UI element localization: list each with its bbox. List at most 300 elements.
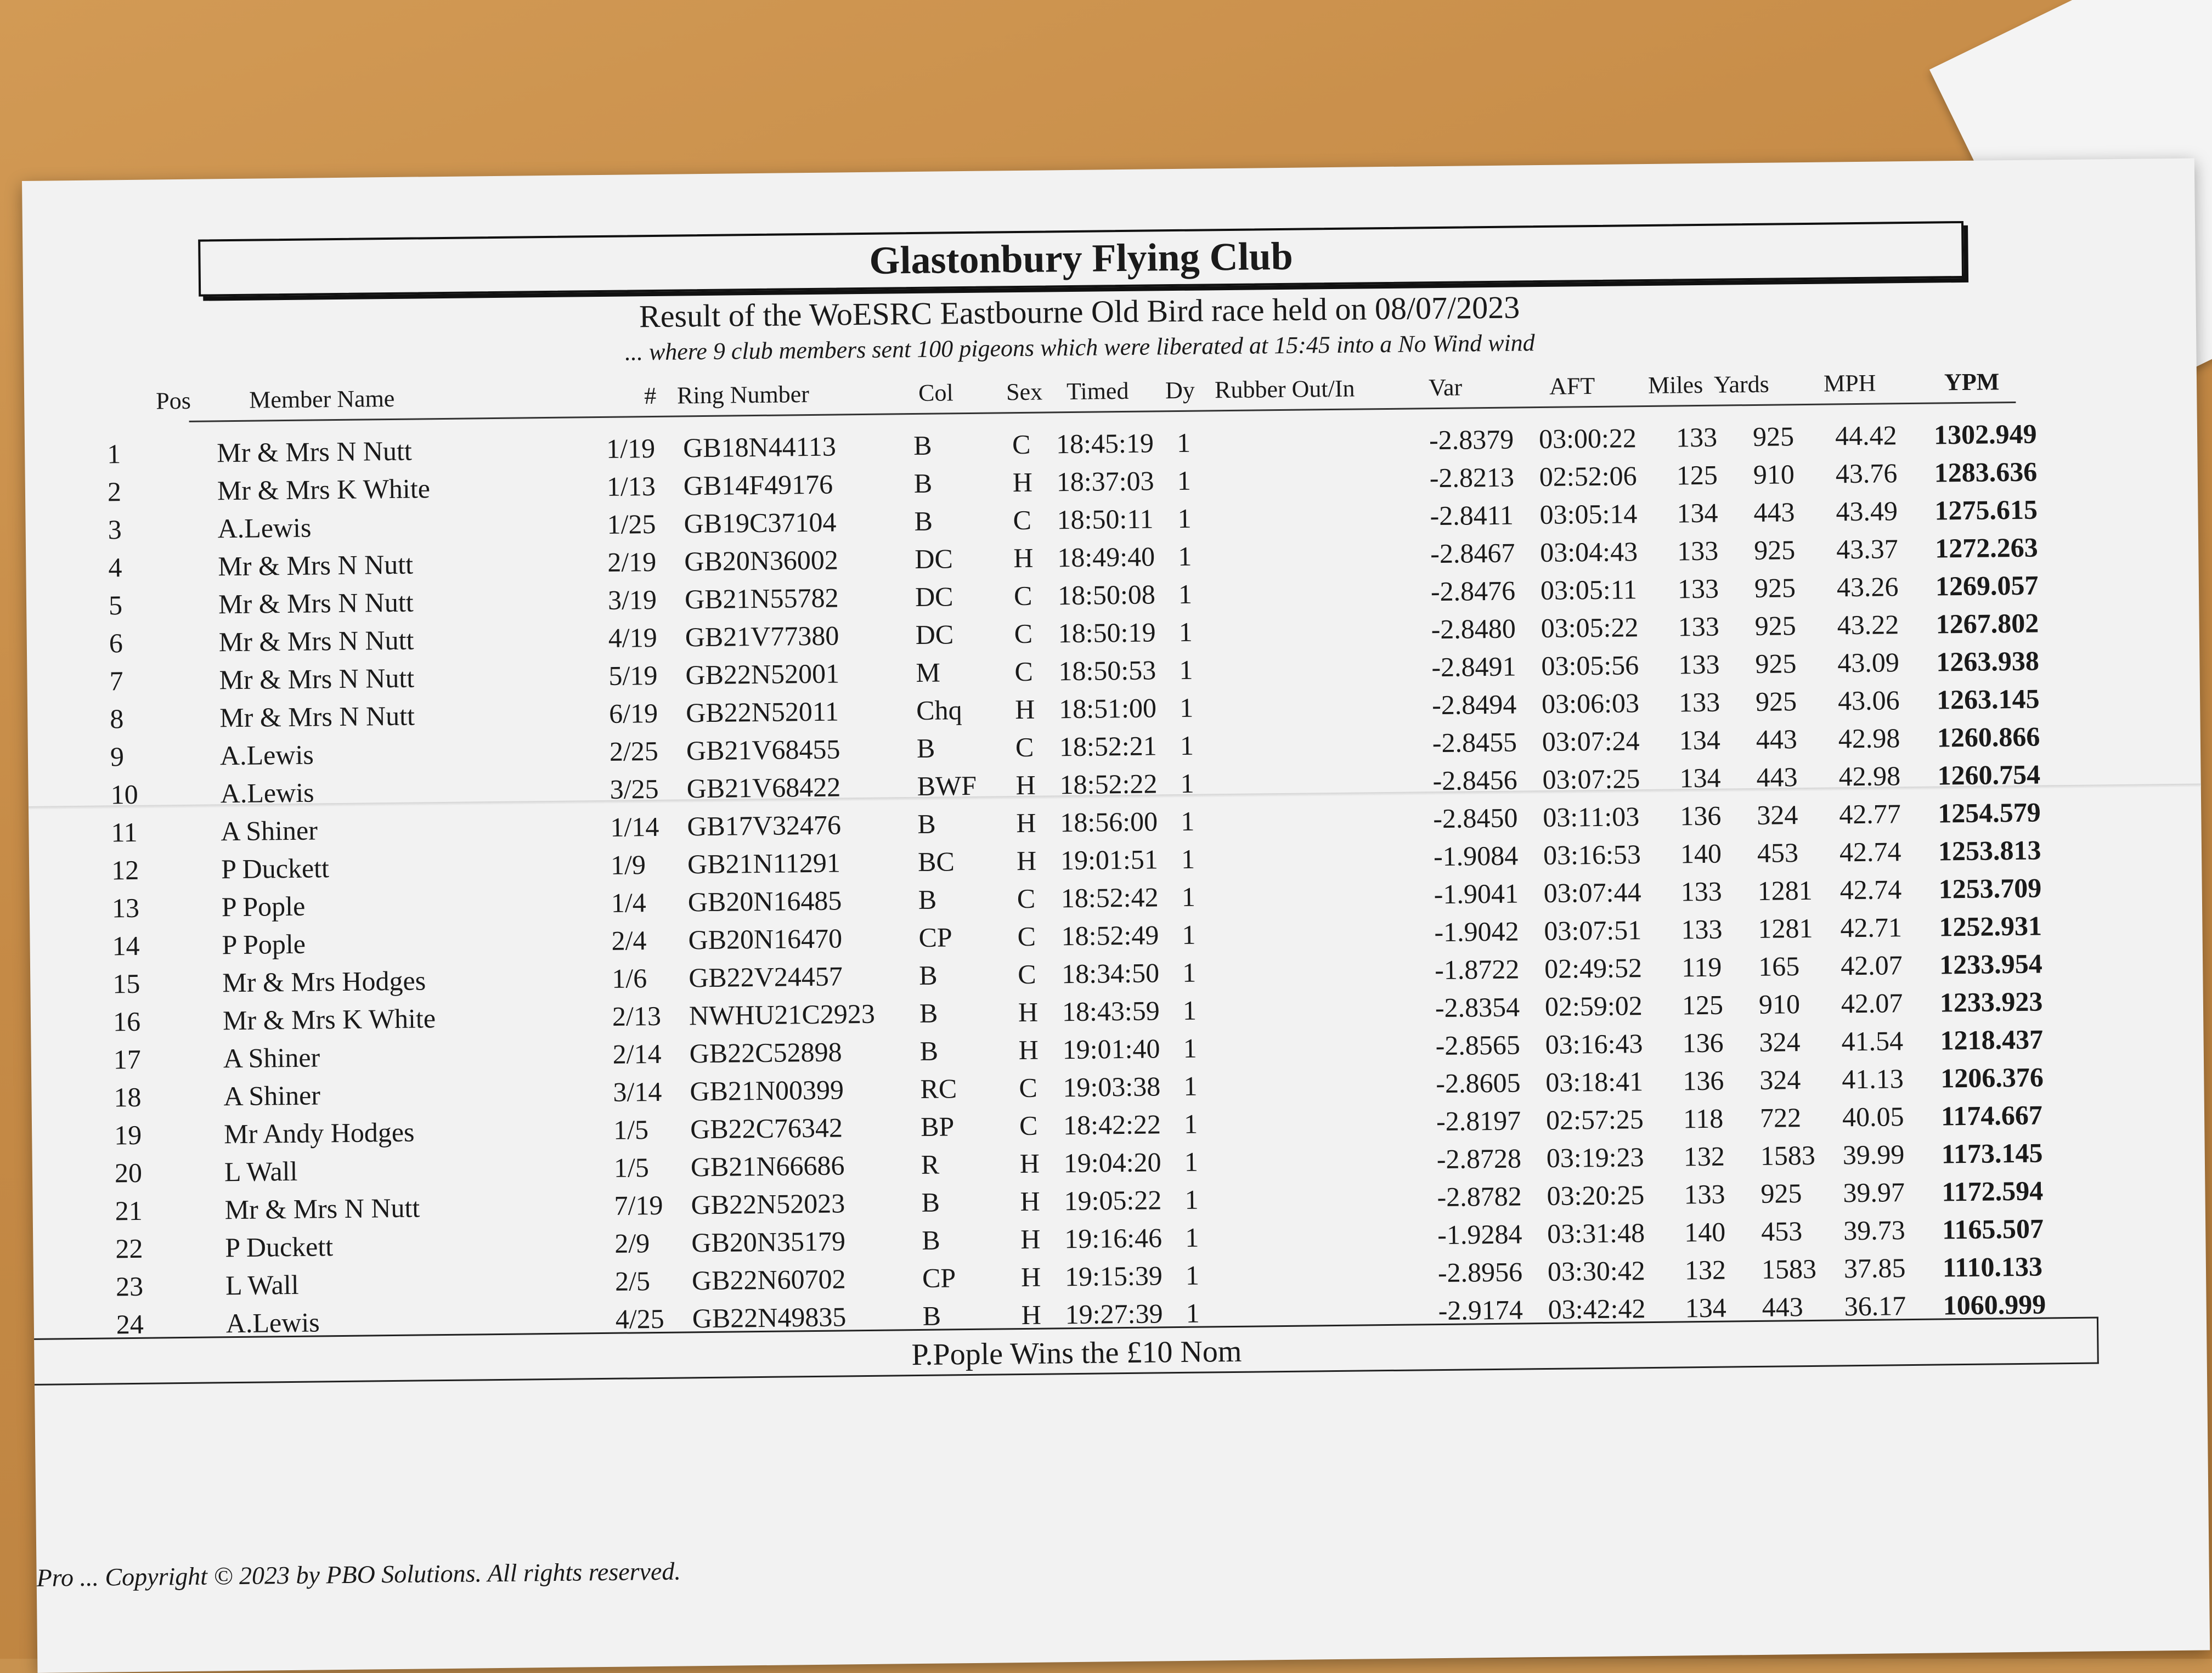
copyright-footer: Pro ... Copyright © 2023 by PBO Solutions. All rights reserved. xyxy=(36,1557,681,1592)
row-entry-number: 2/19 xyxy=(607,546,657,578)
row-member-name: L Wall xyxy=(224,1155,298,1188)
row-yards: 1281 xyxy=(1758,912,1813,944)
row-member-name: Mr & Mrs N Nutt xyxy=(216,435,413,468)
row-var: -2.8476 xyxy=(1430,575,1516,607)
row-yards: 722 xyxy=(1759,1102,1802,1133)
row-ring-number: GB21V77380 xyxy=(685,620,839,653)
nom-winner-note: P.Pople Wins the £10 Nom xyxy=(911,1334,1242,1372)
row-day: 1 xyxy=(1182,919,1196,950)
row-ring-number: GB22N52011 xyxy=(685,696,839,728)
row-colour: B xyxy=(921,1186,940,1218)
row-mph: 42.98 xyxy=(1838,760,1901,792)
row-mph: 42.77 xyxy=(1838,798,1901,830)
row-colour: B xyxy=(916,732,935,764)
row-ypm: 1172.594 xyxy=(1942,1175,2044,1207)
row-ring-number: GB22N60702 xyxy=(691,1263,846,1296)
row-mph: 42.74 xyxy=(1839,836,1901,868)
row-miles: 133 xyxy=(1677,535,1719,567)
row-entry-number: 3/25 xyxy=(610,773,659,805)
row-aft: 02:57:25 xyxy=(1545,1104,1644,1136)
row-colour: M xyxy=(916,657,941,688)
row-ypm: 1060.999 xyxy=(1943,1288,2046,1321)
row-miles: 134 xyxy=(1677,497,1718,529)
row-mph: 42.98 xyxy=(1838,722,1900,754)
row-mph: 42.07 xyxy=(1841,987,1903,1019)
row-ring-number: GB21N11291 xyxy=(687,847,841,880)
row-sex: C xyxy=(1017,958,1036,990)
row-member-name: P Duckett xyxy=(221,852,330,885)
row-timed: 18:42:22 xyxy=(1063,1109,1161,1141)
row-ring-number: GB21V68455 xyxy=(686,733,840,766)
row-yards: 324 xyxy=(1759,1064,1801,1095)
row-yards: 910 xyxy=(1758,988,1801,1020)
row-aft: 03:06:03 xyxy=(1541,687,1640,720)
row-entry-number: 2/25 xyxy=(609,735,659,767)
row-mph: 43.22 xyxy=(1837,609,1899,641)
row-sex: H xyxy=(1016,845,1037,877)
row-var: -2.8494 xyxy=(1431,688,1517,721)
club-title: Glastonbury Flying Club xyxy=(869,234,1294,282)
row-sex: H xyxy=(1020,1261,1041,1293)
row-pos: 14 xyxy=(112,930,140,962)
row-entry-number: 2/5 xyxy=(614,1265,651,1297)
row-ypm: 1263.145 xyxy=(1936,683,2040,715)
row-entry-number: 2/14 xyxy=(612,1038,662,1070)
row-colour: B xyxy=(922,1300,941,1331)
row-member-name: P Pople xyxy=(221,890,306,923)
row-aft: 02:49:52 xyxy=(1544,952,1643,985)
row-entry-number: 4/19 xyxy=(608,621,657,653)
row-member-name: Mr & Mrs N Nutt xyxy=(218,586,414,620)
row-miles: 133 xyxy=(1680,875,1723,907)
row-var: -1.9042 xyxy=(1434,915,1519,948)
row-day: 1 xyxy=(1184,1222,1199,1253)
row-miles: 134 xyxy=(1679,724,1721,756)
row-timed: 18:52:21 xyxy=(1059,730,1157,762)
row-miles: 118 xyxy=(1683,1103,1724,1134)
row-day: 1 xyxy=(1177,540,1192,572)
row-aft: 02:59:02 xyxy=(1544,990,1643,1022)
row-pos: 19 xyxy=(114,1119,142,1151)
row-var: -2.8956 xyxy=(1437,1256,1523,1288)
row-sex: H xyxy=(1019,1148,1040,1179)
row-pos: 13 xyxy=(111,892,140,924)
row-sex: C xyxy=(1017,920,1036,952)
row-sex: H xyxy=(1018,1034,1039,1066)
row-yards: 925 xyxy=(1760,1178,1802,1209)
header-sex: Sex xyxy=(1006,378,1043,406)
row-aft: 03:00:22 xyxy=(1538,422,1637,455)
row-mph: 41.54 xyxy=(1841,1025,1904,1057)
row-day: 1 xyxy=(1183,1032,1197,1064)
row-ypm: 1218.437 xyxy=(1940,1024,2044,1056)
row-aft: 03:11:03 xyxy=(1543,801,1640,833)
row-member-name: Mr & Mrs K White xyxy=(217,473,431,506)
row-member-name: P Pople xyxy=(222,928,306,960)
row-aft: 03:18:41 xyxy=(1545,1066,1644,1098)
row-pos: 16 xyxy=(112,1005,141,1037)
row-miles: 125 xyxy=(1681,989,1724,1021)
row-timed: 18:52:22 xyxy=(1059,768,1158,800)
row-var: -2.9174 xyxy=(1438,1294,1523,1326)
row-yards: 443 xyxy=(1762,1291,1803,1322)
row-ypm: 1267.802 xyxy=(1936,607,2039,640)
row-ring-number: GB20N16470 xyxy=(688,923,843,956)
row-ypm: 1110.133 xyxy=(1942,1251,2043,1283)
row-entry-number: 1/13 xyxy=(606,470,656,502)
row-colour: DC xyxy=(915,581,953,612)
row-sex: C xyxy=(1013,504,1032,536)
header-ypm: YPM xyxy=(1944,368,2000,396)
row-timed: 18:51:00 xyxy=(1058,692,1157,725)
row-mph: 39.73 xyxy=(1843,1214,1906,1246)
row-pos: 15 xyxy=(112,968,140,999)
row-day: 1 xyxy=(1183,1108,1198,1139)
row-colour: BC xyxy=(917,846,955,877)
row-day: 1 xyxy=(1184,1184,1199,1215)
row-ypm: 1260.866 xyxy=(1937,721,2040,753)
row-yards: 925 xyxy=(1752,421,1795,452)
row-entry-number: 1/25 xyxy=(607,508,656,540)
row-pos: 22 xyxy=(115,1233,143,1264)
row-day: 1 xyxy=(1179,654,1193,685)
row-miles: 140 xyxy=(1684,1216,1726,1248)
row-day: 1 xyxy=(1176,427,1191,458)
row-member-name: L Wall xyxy=(225,1269,299,1301)
row-ring-number: GB18N44113 xyxy=(682,431,837,464)
row-sex: C xyxy=(1014,618,1033,649)
row-entry-number: 6/19 xyxy=(608,697,658,729)
header-col: Col xyxy=(918,379,953,406)
row-yards: 324 xyxy=(1756,799,1798,830)
results-sheet xyxy=(22,159,2210,1673)
row-mph: 43.49 xyxy=(1836,495,1898,527)
row-yards: 1583 xyxy=(1761,1253,1817,1285)
row-sex: C xyxy=(1015,731,1034,763)
row-sex: H xyxy=(1015,769,1036,801)
row-ypm: 1253.813 xyxy=(1938,834,2041,867)
row-pos: 12 xyxy=(111,854,139,886)
row-pos: 10 xyxy=(110,778,139,810)
row-colour: B xyxy=(918,884,937,915)
row-timed: 18:45:19 xyxy=(1056,427,1154,460)
row-yards: 925 xyxy=(1755,648,1797,679)
row-ring-number: GB20N36002 xyxy=(684,544,839,577)
row-aft: 03:42:42 xyxy=(1548,1293,1646,1325)
row-var: -2.8455 xyxy=(1432,726,1517,759)
row-miles: 133 xyxy=(1681,913,1723,945)
row-ring-number: GB20N16485 xyxy=(687,885,842,918)
row-pos: 5 xyxy=(108,590,123,621)
row-pos: 7 xyxy=(109,665,123,697)
row-timed: 18:49:40 xyxy=(1057,541,1155,573)
row-colour: RC xyxy=(920,1073,957,1104)
row-var: -2.8480 xyxy=(1431,613,1516,645)
row-entry-number: 7/19 xyxy=(614,1189,663,1221)
row-day: 1 xyxy=(1178,616,1193,647)
row-entry-number: 1/19 xyxy=(606,432,656,464)
header-aft: AFT xyxy=(1549,372,1595,400)
row-aft: 03:07:51 xyxy=(1544,914,1642,947)
row-var: -1.9084 xyxy=(1433,840,1519,872)
row-ypm: 1233.954 xyxy=(1939,948,2042,980)
header-miles: Miles xyxy=(1647,371,1703,399)
row-day: 1 xyxy=(1182,994,1197,1026)
row-pos: 24 xyxy=(116,1308,144,1340)
row-timed: 19:03:38 xyxy=(1063,1071,1161,1103)
row-timed: 19:05:22 xyxy=(1064,1184,1162,1217)
title-box xyxy=(198,221,1964,297)
row-miles: 133 xyxy=(1675,421,1718,453)
row-aft: 03:07:24 xyxy=(1542,725,1640,758)
row-ypm: 1253.709 xyxy=(1938,872,2042,905)
row-mph: 39.97 xyxy=(1843,1177,1905,1208)
row-aft: 03:31:48 xyxy=(1547,1217,1645,1249)
row-timed: 18:56:00 xyxy=(1060,806,1158,838)
row-mph: 43.76 xyxy=(1835,457,1898,489)
row-ypm: 1263.938 xyxy=(1936,645,2040,677)
row-miles: 132 xyxy=(1683,1140,1725,1172)
row-pos: 1 xyxy=(106,438,121,470)
row-mph: 39.99 xyxy=(1842,1139,1905,1171)
row-mph: 43.37 xyxy=(1836,533,1898,565)
row-colour: Chq xyxy=(916,694,962,726)
row-day: 1 xyxy=(1177,465,1192,496)
row-miles: 132 xyxy=(1684,1254,1726,1286)
row-mph: 44.42 xyxy=(1835,420,1897,451)
row-day: 1 xyxy=(1177,502,1192,534)
header-mph: MPH xyxy=(1823,369,1876,397)
row-member-name: A.Lewis xyxy=(220,777,314,809)
row-yards: 1583 xyxy=(1760,1139,1816,1171)
row-aft: 03:16:43 xyxy=(1545,1028,1643,1060)
row-member-name: Mr & Mrs N Nutt xyxy=(219,700,415,733)
header-ring-number: Ring Number xyxy=(676,380,810,409)
row-entry-number: 4/25 xyxy=(615,1303,664,1335)
row-ring-number: GB19C37104 xyxy=(684,506,837,539)
row-aft: 03:20:25 xyxy=(1547,1179,1645,1211)
row-day: 1 xyxy=(1185,1259,1200,1291)
row-timed: 18:50:11 xyxy=(1057,503,1154,535)
row-timed: 19:01:40 xyxy=(1062,1033,1160,1065)
row-pos: 9 xyxy=(110,741,125,772)
row-yards: 443 xyxy=(1756,761,1798,793)
row-entry-number: 1/14 xyxy=(610,811,659,843)
race-liberation-note: ... where 9 club members sent 100 pigeons which were liberated at 15:45 into a No Wind wind xyxy=(624,329,1535,366)
row-aft: 03:05:14 xyxy=(1539,498,1638,530)
row-colour: BWF xyxy=(917,770,977,801)
row-var: -2.8491 xyxy=(1431,651,1516,683)
row-mph: 37.85 xyxy=(1843,1252,1906,1284)
row-ypm: 1173.145 xyxy=(1941,1137,2043,1169)
row-var: -2.8782 xyxy=(1437,1180,1522,1213)
row-member-name: Mr & Mrs N Nutt xyxy=(224,1192,420,1225)
row-var: -2.8467 xyxy=(1430,537,1515,569)
row-day: 1 xyxy=(1181,881,1196,912)
row-sex: C xyxy=(1014,655,1034,687)
row-mph: 43.09 xyxy=(1837,647,1900,679)
row-aft: 03:16:53 xyxy=(1543,839,1641,871)
row-timed: 18:50:19 xyxy=(1058,617,1156,649)
row-timed: 18:52:42 xyxy=(1060,881,1159,914)
row-var: -2.8456 xyxy=(1432,764,1518,796)
row-yards: 443 xyxy=(1753,496,1795,528)
row-colour: CP xyxy=(918,922,952,953)
row-entry-number: 1/5 xyxy=(613,1152,650,1183)
row-day: 1 xyxy=(1183,1070,1198,1101)
row-member-name: A.Lewis xyxy=(217,512,312,544)
row-aft: 02:52:06 xyxy=(1539,460,1637,493)
row-miles: 140 xyxy=(1680,838,1722,869)
row-member-name: A Shiner xyxy=(221,815,318,847)
row-colour: B xyxy=(913,467,933,499)
row-pos: 4 xyxy=(108,552,122,583)
row-mph: 43.26 xyxy=(1836,571,1899,603)
row-aft: 03:30:42 xyxy=(1547,1255,1646,1287)
header-rubber-out-in: Rubber Out/In xyxy=(1214,375,1355,404)
row-entry-number: 2/9 xyxy=(614,1228,650,1259)
row-member-name: Mr & Mrs K White xyxy=(222,1003,436,1036)
header-member-name: Member Name xyxy=(249,385,395,414)
row-ypm: 1283.636 xyxy=(1934,456,2038,488)
row-entry-number: 1/5 xyxy=(613,1114,649,1145)
row-pos: 21 xyxy=(115,1195,143,1227)
row-ring-number: GB22N52001 xyxy=(685,658,840,691)
row-miles: 125 xyxy=(1676,459,1718,491)
row-timed: 19:15:39 xyxy=(1064,1260,1163,1292)
row-yards: 925 xyxy=(1754,610,1796,641)
row-var: -2.8565 xyxy=(1435,1029,1521,1061)
row-ypm: 1206.376 xyxy=(1940,1061,2044,1094)
row-timed: 19:01:51 xyxy=(1060,844,1159,876)
row-mph: 42.07 xyxy=(1840,949,1903,981)
row-ring-number: GB22N49835 xyxy=(692,1301,847,1334)
row-timed: 19:04:20 xyxy=(1063,1146,1161,1179)
row-pos: 20 xyxy=(114,1157,143,1189)
row-aft: 03:19:23 xyxy=(1546,1141,1644,1173)
row-sex: H xyxy=(1016,807,1036,839)
row-ypm: 1174.667 xyxy=(1940,1099,2043,1132)
row-entry-number: 3/14 xyxy=(613,1076,662,1107)
row-ypm: 1272.263 xyxy=(1934,532,2038,564)
row-aft: 03:05:56 xyxy=(1541,649,1639,682)
row-pos: 6 xyxy=(109,628,123,659)
row-ring-number: GB21N66686 xyxy=(690,1150,845,1183)
row-ypm: 1254.579 xyxy=(1937,796,2041,829)
row-timed: 18:52:49 xyxy=(1061,919,1159,952)
row-colour: DC xyxy=(915,543,953,574)
row-colour: DC xyxy=(915,619,954,650)
row-ypm: 1269.057 xyxy=(1935,569,2039,602)
row-sex: C xyxy=(1017,883,1036,914)
row-yards: 925 xyxy=(1754,572,1796,603)
row-pos: 18 xyxy=(114,1081,142,1113)
row-timed: 18:50:08 xyxy=(1057,579,1156,611)
row-mph: 42.74 xyxy=(1839,874,1902,906)
row-sex: C xyxy=(1012,428,1031,460)
row-member-name: P Duckett xyxy=(225,1231,334,1263)
row-var: -2.8379 xyxy=(1429,423,1514,456)
row-var: -1.8722 xyxy=(1434,953,1520,986)
row-sex: H xyxy=(1018,996,1039,1028)
row-colour: B xyxy=(918,959,938,991)
row-var: -2.8728 xyxy=(1436,1143,1522,1175)
row-sex: C xyxy=(1019,1072,1038,1104)
row-entry-number: 3/19 xyxy=(607,584,657,615)
row-pos: 2 xyxy=(107,476,122,507)
row-miles: 133 xyxy=(1678,611,1719,642)
row-sex: H xyxy=(1020,1223,1041,1255)
row-miles: 134 xyxy=(1679,762,1721,794)
row-timed: 18:43:59 xyxy=(1062,995,1160,1027)
row-ring-number: NWHU21C2923 xyxy=(689,998,876,1031)
row-timed: 18:50:53 xyxy=(1058,654,1156,687)
row-sex: H xyxy=(1021,1299,1042,1331)
row-sex: H xyxy=(1014,693,1035,725)
row-yards: 925 xyxy=(1755,686,1797,717)
row-yards: 1281 xyxy=(1757,874,1813,906)
row-var: -2.8605 xyxy=(1436,1067,1521,1099)
row-yards: 443 xyxy=(1756,724,1798,755)
row-aft: 03:07:25 xyxy=(1542,763,1640,795)
row-ypm: 1233.923 xyxy=(1939,986,2043,1018)
header-timed: Timed xyxy=(1066,377,1129,405)
header-yards: Yards xyxy=(1713,370,1769,398)
row-sex: H xyxy=(1012,466,1033,498)
row-var: -2.8197 xyxy=(1436,1105,1521,1137)
row-miles: 133 xyxy=(1677,573,1719,604)
row-pos: 17 xyxy=(113,1043,142,1075)
row-colour: B xyxy=(914,505,933,536)
row-entry-number: 1/9 xyxy=(610,849,646,880)
row-member-name: A Shiner xyxy=(223,1042,320,1074)
row-entry-number: 1/6 xyxy=(611,963,647,994)
row-day: 1 xyxy=(1181,843,1195,874)
row-var: -2.8411 xyxy=(1430,499,1514,532)
row-yards: 453 xyxy=(1760,1216,1803,1247)
row-sex: H xyxy=(1013,542,1034,574)
row-day: 1 xyxy=(1180,767,1194,799)
row-ring-number: GB21V68422 xyxy=(686,771,841,804)
row-colour: B xyxy=(919,1035,939,1066)
row-var: -2.8354 xyxy=(1435,991,1520,1024)
row-ypm: 1260.754 xyxy=(1937,759,2041,791)
row-colour: B xyxy=(917,808,936,839)
row-day: 1 xyxy=(1179,692,1194,723)
race-subtitle: Result of the WoESRC Eastbourne Old Bird race held on 08/07/2023 xyxy=(639,289,1520,335)
row-yards: 925 xyxy=(1753,534,1796,566)
row-pos: 11 xyxy=(111,816,138,848)
row-pos: 23 xyxy=(115,1270,144,1302)
row-colour: BP xyxy=(920,1111,955,1142)
row-miles: 119 xyxy=(1681,951,1722,983)
row-sex: H xyxy=(1020,1185,1040,1217)
row-pos: 3 xyxy=(108,514,122,545)
row-day: 1 xyxy=(1186,1297,1200,1329)
row-ring-number: GB22C52898 xyxy=(689,1036,842,1069)
row-ring-number: GB17V32476 xyxy=(687,809,842,842)
row-member-name: A.Lewis xyxy=(219,739,314,771)
row-colour: B xyxy=(922,1224,940,1256)
row-ring-number: GB21N00399 xyxy=(690,1074,844,1107)
row-ring-number: GB14F49176 xyxy=(683,468,833,501)
row-aft: 03:05:22 xyxy=(1541,612,1639,644)
row-member-name: Mr Andy Hodges xyxy=(223,1116,415,1150)
row-miles: 136 xyxy=(1683,1065,1724,1097)
row-yards: 324 xyxy=(1759,1026,1801,1058)
row-miles: 133 xyxy=(1678,648,1720,680)
row-ring-number: GB21N55782 xyxy=(684,582,839,615)
